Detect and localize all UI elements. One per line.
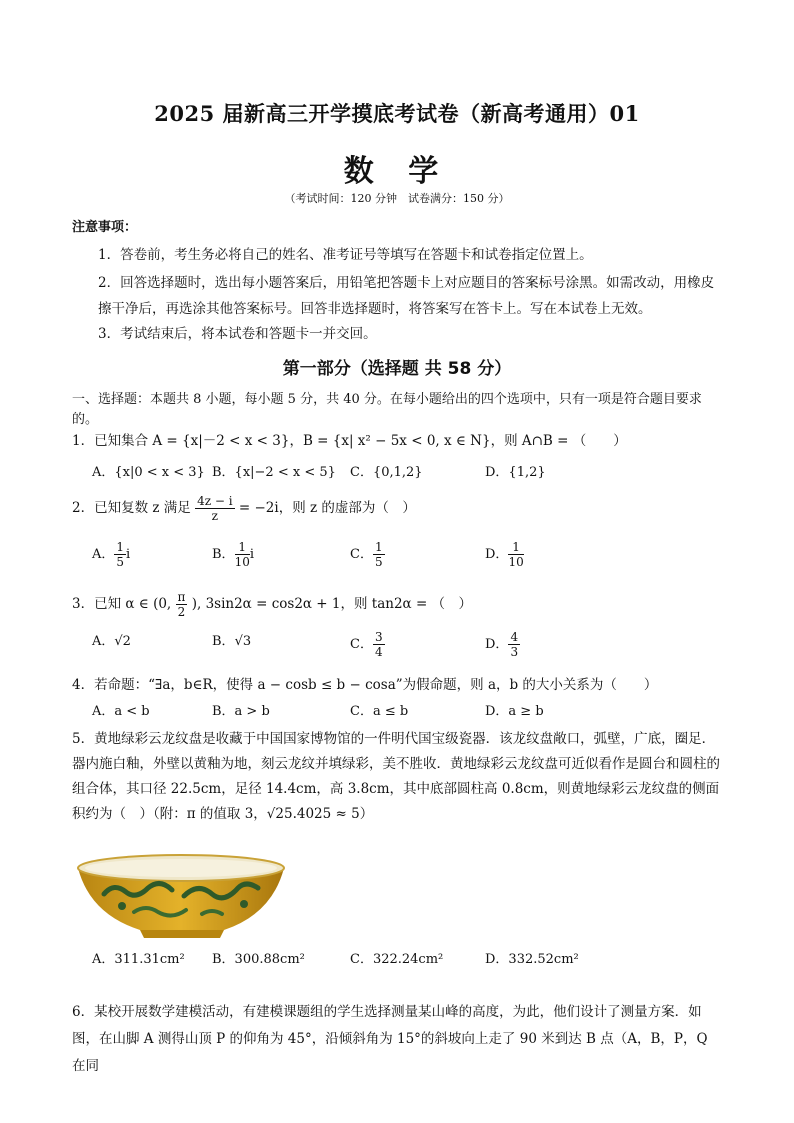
section-instructions: 一、选择题：本题共 8 小题，每小题 5 分，共 40 分。在每小题给出的四个选项中，只有一项是符合题目要求的。 [72, 392, 702, 427]
q2-a-num: 1 [116, 540, 125, 554]
q3-option-a[interactable] [92, 630, 131, 649]
q3-b-letter: B． [212, 634, 235, 649]
q5-option-d[interactable]: D．332.52cm² [485, 952, 579, 967]
q3-d-num: 4 [510, 630, 519, 644]
q1-option-d[interactable]: D．{1,2} [485, 465, 546, 480]
question-2-stem [72, 494, 724, 523]
q5-option-c[interactable]: C．322.24cm² [350, 952, 444, 967]
part-title: 第一部分（选择题 共 58 分） [282, 359, 512, 379]
q3-d-den: 3 [510, 645, 519, 659]
question-4-options [92, 700, 732, 726]
q2-c-letter: C． [350, 547, 373, 562]
q3-option-d[interactable] [485, 630, 520, 659]
q4-option-d[interactable]: D．a ≥ b [485, 704, 544, 719]
question-3-stem [72, 590, 724, 619]
q2-b-suffix: i [249, 547, 255, 562]
q4-option-b[interactable]: B．a > b [212, 704, 270, 719]
q3-option-b[interactable] [212, 630, 251, 649]
q2-frac-den: z [211, 509, 218, 523]
q2-b-letter: B． [212, 547, 235, 562]
q1-option-a[interactable]: A．{x|0 < x < 3} [92, 465, 205, 480]
question-4-stem: 4．若命题：“∃a，b∈R，使得 a − cosb ≤ b − cosa”为假命题，则 a，b 的大小关系为（ ） [72, 677, 658, 693]
q2-option-d[interactable] [485, 540, 524, 569]
q3-a-text: √2 [114, 634, 131, 649]
question-2-options [92, 540, 732, 574]
q3-option-c[interactable] [350, 630, 385, 659]
q2-d-letter: D． [485, 547, 509, 562]
question-3-options [92, 630, 732, 664]
q2-b-den: 10 [234, 555, 250, 569]
q2-option-a[interactable] [92, 540, 130, 569]
notice-item-1: 1．答卷前，考生务必将自己的姓名、准考证号等填写在答题卡和试卷指定位置上。 [98, 247, 593, 263]
q3-c-letter: C． [350, 637, 373, 652]
question-5-stem: 5．黄地绿彩云龙纹盘是收藏于中国国家博物馆的一件明代国宝级瓷器．该龙纹盘敞口，弧壁，广底，圈足．器内施白釉，外壁以黄釉为地，刻云龙纹并填绿彩，美不胜收．黄地绿彩云龙纹盘可近似看作是圆台和圆柱的组合体，其口径 22.5cm，足径 14.4cm，高 3.8cm，其中底部圆柱高 0.8cm，则黄地绿彩云龙纹盘的侧面积约为（ ）（附：π 的值取 3，√25.4025 ≈ 5） [72, 731, 720, 822]
q1-option-c[interactable]: C．{0,1,2} [350, 465, 423, 480]
q2-option-b[interactable] [212, 540, 254, 569]
q3-fraction [176, 590, 188, 619]
q2-stem-a: 2．已知复数 z 满足 [72, 500, 191, 516]
q3-stem-b: ), 3sin2α = cos2α + 1，则 tan2α = （ ） [191, 596, 473, 612]
question-1-stem: 1．已知集合 A = {x|－2 < x < 3}，B = {x| x² − 5x < 0, x ∈ N}，则 A∩B = （ ） [72, 433, 627, 449]
q2-frac-num: 4z − i [197, 494, 233, 508]
q2-a-suffix: i [126, 547, 131, 562]
q5-option-b[interactable]: B．300.88cm² [212, 952, 305, 967]
q2-fraction [195, 494, 234, 523]
question-5-options [92, 948, 732, 974]
q2-stem-b: = −2i，则 z 的虚部为（ ） [238, 500, 416, 516]
question-1-options [92, 461, 732, 487]
q2-d-num: 1 [508, 540, 523, 555]
q3-c-num: 3 [374, 630, 383, 644]
q3-frac-num: π [177, 590, 186, 604]
q3-stem-a: 3．已知 α ∈ (0, [72, 596, 172, 612]
q5-option-a[interactable]: A．311.31cm² [92, 952, 185, 967]
q4-option-a[interactable]: A．a < b [92, 704, 150, 719]
q4-option-c[interactable]: C．a ≤ b [350, 704, 409, 719]
question-6-stem: 6．某校开展数学建模活动，有建模课题组的学生选择测量某山峰的高度，为此，他们设计了测量方案．如图，在山脚 A 测得山顶 P 的仰角为 45°，沿倾斜角为 15°的斜坡向上走了 90 米到达 B 点（A，B，P，Q 在同 [72, 1004, 708, 1074]
q3-b-text: √3 [234, 634, 252, 649]
subject-title: 数 学 [343, 154, 451, 189]
q2-c-num: 1 [374, 540, 383, 554]
notice-heading: 注意事项： [72, 220, 138, 235]
q3-frac-den: 2 [177, 605, 186, 619]
q2-a-letter: A． [92, 547, 115, 562]
dragon-bowl-image [74, 846, 288, 946]
exam-meta: （考试时间：120 分钟 试卷满分：150 分） [284, 192, 510, 205]
q2-option-c[interactable] [350, 540, 385, 569]
notice-item-3: 3．考试结束后，将本试卷和答题卡一并交回。 [98, 326, 377, 342]
q1-option-b[interactable]: B．{x|−2 < x < 5} [212, 465, 336, 480]
q3-a-letter: A． [92, 634, 115, 649]
exam-title: 2025 届新高三开学摸底考试卷（新高考通用）01 [154, 101, 640, 126]
q2-d-den: 10 [508, 555, 524, 569]
q2-a-den: 5 [116, 555, 125, 569]
notice-item-2: 2．回答选择题时，选出每小题答案后，用铅笔把答题卡上对应题目的答案标号涂黑。如需改动，用橡皮擦干净后，再选涂其他答案标号。回答非选择题时，将答案写在答卡上。写在本试卷上无效。 [98, 275, 715, 317]
q2-b-num: 1 [235, 540, 250, 555]
q3-c-den: 4 [374, 645, 383, 659]
q2-c-den: 5 [374, 555, 383, 569]
q3-d-letter: D． [485, 637, 509, 652]
